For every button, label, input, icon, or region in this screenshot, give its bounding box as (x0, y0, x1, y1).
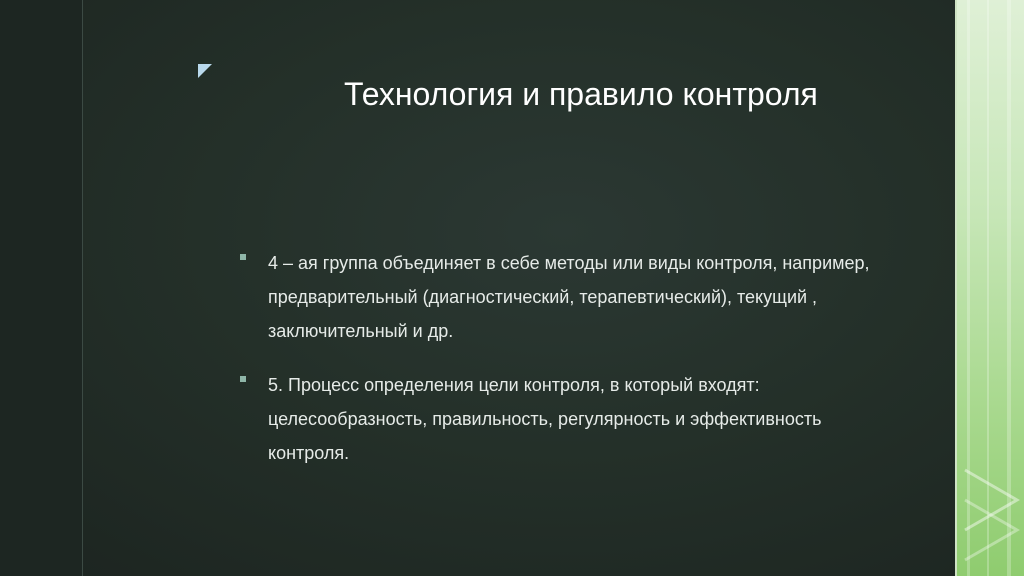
bullet-item (240, 246, 890, 348)
bullet-text: 5. Процесс определения цели контроля, в который входят: целесообразность, правильность, регулярность и эффективность контроля. (268, 375, 822, 463)
panel-chevron-decoration (957, 430, 1024, 576)
bullet-text: 4 – ая группа объединяет в себе методы или виды контроля, например, предварительный (диагностический, терапевтический), текущий , заключительный и др. (268, 253, 870, 341)
left-decorative-band (0, 0, 82, 576)
slide-title: Технология и правило контроля (344, 76, 818, 112)
triangle-corner-icon (198, 64, 212, 78)
square-bullet-icon (240, 254, 246, 260)
bullet-list (240, 246, 890, 490)
left-band-divider (82, 0, 83, 576)
square-bullet-icon (240, 376, 246, 382)
right-decorative-panel (957, 0, 1024, 576)
bullet-item (240, 368, 890, 470)
